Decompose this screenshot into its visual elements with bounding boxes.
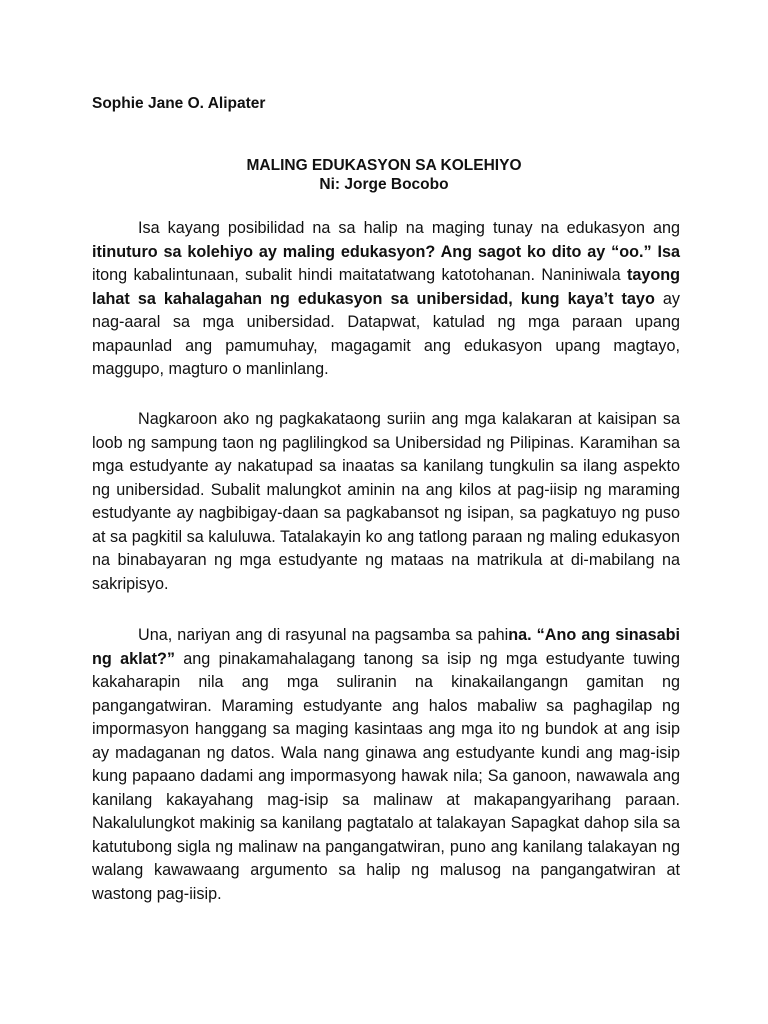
- paragraph-1-bold-1: itinuturo sa kolehiyo ay maling edukasyon? Ang sagot ko dito ay “oo.” Isa: [92, 242, 680, 261]
- paragraph-3-text-1: Una, nariyan ang di rasyunal na pagsamba sa pahi: [138, 626, 509, 644]
- paragraph-1-text-1: Isa kayang posibilidad na sa halip na maging tunay na edukasyon ang: [138, 219, 680, 237]
- essay-byline: Ni: Jorge Bocobo: [319, 176, 449, 193]
- title-block: [0, 156, 768, 194]
- paragraph-1: [92, 217, 680, 382]
- author-name: Sophie Jane O. Alipater: [92, 95, 266, 112]
- paragraph-3-text-2: ang pinakamahalagang tanong sa isip ng mga estudyante tuwing kakaharapin nila ang mga suliranin na kinakailangangn gamitan ng pangangatwiran. Maraming estudyante ang halos mabaliw sa paghagilap ng impormasyon hanggang sa maging kasintaas ang mga ito ng bundok at ang isip ay madaganan ng datos. Wala nang ginawa ang estudyante kundi ang mag-isip kung papaano dadami ang impormasyong hawak nila; Sa ganoon, nawawala ang kanilang kakayahang mag-isip sa malinaw at makapangyarihang paraan. Nakalulungkot makinig sa kanilang pagtatalo at talakayan Sapagkat dahop sila sa katutubong sigla ng malinaw na pangangatwiran, puno ang kanilang talakayan ng walang kawawaang argumento sa halip ng malusog na pangangatwiran at wastong pag-iisip.: [92, 649, 680, 903]
- paragraph-3-bold-1: na. “Ano ang sinasabi ng aklat?”: [92, 626, 680, 668]
- paragraph-2: Nagkaroon ako ng pagkakataong suriin ang mga kalakaran at kaisipan sa loob ng sampung taon ng paglilingkod sa Unibersidad ng Pilipinas. Karamihan sa mga estudyante ay nakatupad sa inaatas sa kanilang tungkulin sa ilang aspekto ng unibersidad. Subalit malungkot aminin na ang kilos at pag-iisip ng maraming estudyante ay nagbibigay-daan sa pagkabansot ng isipan, sa pagkatuyo ng puso at sa pagkitil sa kaluluwa. Tatalakayin ko ang tatlong paraan ng maling edukasyon na binabayaran ng mga estudyante ng mataas na matrikula at di-mabilang na sakripisyo.: [92, 410, 680, 593]
- paragraph-1-text-2: itong kabalintunaan, subalit hindi maitatatwang katotohanan. Naniniwala: [92, 266, 627, 284]
- paragraph-1-text-3: ay nag-aaral sa mga unibersidad. Datapwat, katulad ng mga paraan upang mapaunlad ang pamumuhay, magagamit ang edukasyon upang magtayo, maggupo, magturo o manlinlang.: [92, 289, 680, 378]
- essay-title: MALING EDUKASYON SA KOLEHIYO: [246, 157, 522, 174]
- paragraph-1-bold-2: tayong lahat sa kahalagahan ng edukasyon sa unibersidad, kung kaya’t tayo: [92, 266, 680, 308]
- paragraph-3: [92, 624, 680, 906]
